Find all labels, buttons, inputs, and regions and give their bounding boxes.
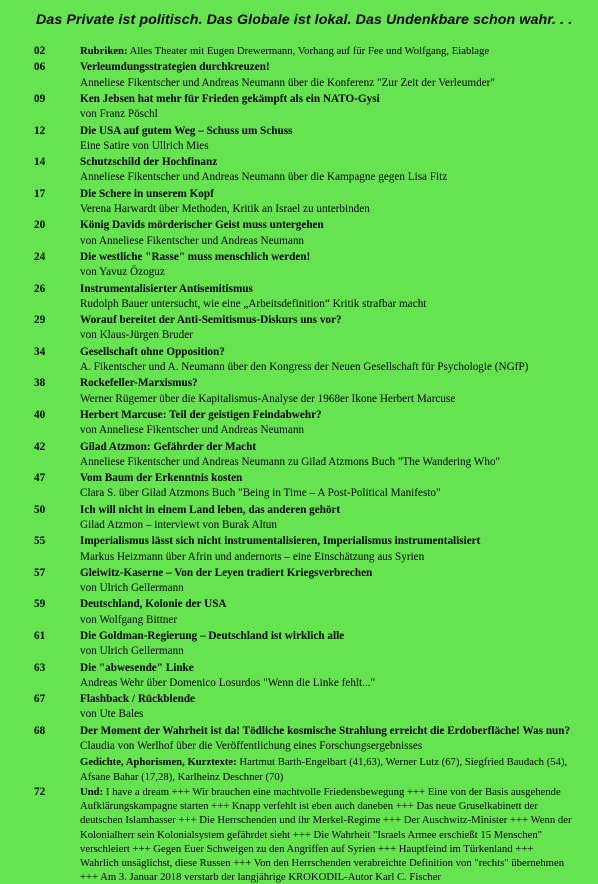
article-byline: Anneliese Fikentscher und Andreas Neumann über die Konferenz "Zur Zeit der Verleumder": [80, 76, 495, 89]
toc-entry: [34, 282, 574, 312]
article-byline: von Klaus-Jürgen Bruder: [80, 329, 193, 342]
article-title: Flashback / Rückblende: [80, 693, 196, 706]
page-number: 47: [34, 472, 46, 485]
page-number: 34: [34, 345, 46, 358]
article-title: Die "abwesende" Linke: [80, 661, 194, 674]
article-title: König Davids mörderischer Geist muss untergehen: [80, 219, 324, 232]
toc-entry: [34, 692, 574, 722]
article-title: Herbert Marcuse: Teil der geistigen Feindabwehr?: [80, 408, 322, 421]
page-number: 67: [34, 693, 46, 706]
page-number: 63: [34, 661, 46, 674]
toc-entry: [34, 345, 574, 375]
article-byline: von Anneliese Fikentscher und Andreas Neumann: [80, 234, 305, 247]
entry-body: [80, 282, 574, 312]
article-title: Die Schere in unserem Kopf: [80, 187, 214, 200]
toc-entry: [34, 503, 574, 533]
article-byline: Markus Heizmann über Afrin und andernorts – eine Einschätzung aus Syrien: [80, 550, 425, 563]
article-title: Die westliche "Rasse" muss menschlich werden!: [80, 250, 311, 263]
entry-body: [80, 124, 574, 154]
toc-entry: [34, 471, 574, 501]
toc-entry: [34, 785, 574, 884]
entry-body: [80, 440, 574, 470]
entry-body: [80, 155, 574, 185]
article-byline: von Anneliese Fikentscher und Andreas Neumann: [80, 424, 305, 437]
toc-entry: [34, 724, 574, 754]
article-byline: von Ulrich Gellermann: [80, 582, 184, 595]
toc-entry: [34, 313, 574, 343]
entry-body: [80, 755, 574, 783]
page-number: 14: [34, 156, 46, 169]
page-number: 17: [34, 187, 46, 200]
entry-body: [80, 503, 574, 533]
entry-body: [80, 376, 574, 406]
entry-label: Rubriken:: [80, 45, 128, 57]
page-number: 12: [34, 124, 46, 137]
entry-body: [80, 597, 574, 627]
page-number: 06: [34, 61, 46, 74]
entry-body: [80, 661, 574, 691]
article-title: Die Goldman-Regierung – Deutschland ist wirklich alle: [80, 630, 345, 643]
entry-body: [80, 60, 574, 90]
table-of-contents: [34, 44, 574, 884]
page-number: 26: [34, 282, 46, 295]
article-byline: von Ulrich Gellermann: [80, 645, 184, 658]
article-byline: Werner Rügemer über die Kapitalismus-Analyse der 1968er Ikone Herbert Marcuse: [80, 392, 456, 405]
entry-body: [80, 408, 574, 438]
article-byline: von Wolfgang Bittner: [80, 613, 178, 626]
page-number: 20: [34, 219, 46, 232]
toc-entry: [34, 218, 574, 248]
article-title: Schutzschild der Hochfinanz: [80, 156, 218, 169]
entry-text: Alles Theater mit Eugen Drewermann, Vorhang auf für Fee und Wolfgang, Eiablage: [127, 45, 490, 57]
toc-entry: [34, 124, 574, 154]
article-title: Vom Baum der Erkenntnis kosten: [80, 472, 243, 485]
page-number: 57: [34, 566, 46, 579]
page-number: 29: [34, 314, 46, 327]
entry-label: Gedichte, Aphorismen, Kurztexte:: [80, 756, 237, 769]
page-number: 38: [34, 377, 46, 390]
page-number: 40: [34, 408, 46, 421]
entry-body: [80, 44, 574, 58]
entry-body: [80, 724, 574, 754]
toc-entry: [34, 755, 574, 783]
article-title: Worauf bereitet der Anti-Semitismus-Diskurs uns vor?: [80, 314, 342, 327]
article-title: Gleiwitz-Kaserne – Von der Leyen tradiert Kriegsverbrechen: [80, 566, 373, 579]
inline-entry: [80, 785, 574, 884]
entry-body: [80, 566, 574, 596]
toc-entry: [34, 629, 574, 659]
article-byline: Verena Harwardt über Methoden, Kritik an Israel zu unterbinden: [80, 202, 370, 215]
article-title: Die USA auf gutem Weg – Schuss um Schuss: [80, 124, 293, 137]
toc-entry: [34, 440, 574, 470]
article-title: Gilad Atzmon: Gefährder der Macht: [80, 440, 257, 453]
page-number: 59: [34, 598, 46, 611]
article-title: Ich will nicht in einem Land leben, das anderen gehört: [80, 503, 341, 516]
toc-entry: [34, 376, 574, 406]
article-byline: von Ute Bales: [80, 708, 144, 721]
article-byline: von Franz Pöschl: [80, 108, 158, 121]
toc-entry: [34, 250, 574, 280]
page-number: 50: [34, 503, 46, 516]
article-title: Der Moment der Wahrheit ist da! Tödliche kosmische Strahlung erreicht die Erdoberfläche! Was nun?: [80, 724, 571, 737]
entry-body: [80, 534, 574, 564]
article-title: Verleumdungsstrategien durchkreuzen!: [80, 61, 270, 74]
page-number: 24: [34, 250, 46, 263]
article-title: Imperialismus lässt sich nicht instrumentalisieren, Imperialismus instrumentalisiert: [80, 535, 481, 548]
page-number: 09: [34, 92, 46, 105]
entry-label: Und:: [80, 786, 104, 799]
article-byline: Gilad Atzmon – interviewt von Burak Altun: [80, 518, 277, 531]
toc-entry: [34, 92, 574, 122]
page-number: 55: [34, 535, 46, 548]
article-title: Ken Jebsen hat mehr für Frieden gekämpft als ein NATO-Gysi: [80, 92, 380, 105]
toc-entry: [34, 661, 574, 691]
page-number: 68: [34, 724, 46, 737]
toc-entry: [34, 566, 574, 596]
entry-body: [80, 313, 574, 343]
entry-body: [80, 345, 574, 375]
toc-entry: [34, 44, 574, 59]
toc-entry: [34, 187, 574, 217]
entry-body: [80, 218, 574, 248]
entry-text: Hartmut Barth-Engelbart (41,63), Werner Lutz (67), Siegfried Baudach (54), Afsane Bahar (17,28), Karlheinz Deschner (70): [80, 756, 568, 783]
page-number: 72: [34, 786, 46, 799]
article-byline: Eine Satire von Ullrich Mies: [80, 139, 209, 152]
article-byline: Rudolph Bauer untersucht, wie eine „Arbeitsdefinition“ Kritik strafbar macht: [80, 297, 427, 310]
article-byline: Anneliese Fikentscher und Andreas Neumann zu Gilad Atzmons Buch "The Wandering Who": [80, 455, 501, 468]
toc-entry: [34, 60, 574, 90]
article-title: Gesellschaft ohne Opposition?: [80, 345, 225, 358]
inline-entry: [80, 44, 574, 58]
article-byline: Clara S. über Gilad Atzmons Buch "Being in Time – A Post-Political Manifesto": [80, 487, 441, 500]
article-byline: Anneliese Fikentscher und Andreas Neumann über die Kampagne gegen Lisa Fitz: [80, 171, 448, 184]
entry-body: [80, 250, 574, 280]
entry-body: [80, 785, 574, 884]
toc-entry: [34, 155, 574, 185]
toc-entry: [34, 534, 574, 564]
inline-entry: [80, 755, 574, 783]
article-title: Deutschland, Kolonie der USA: [80, 598, 227, 611]
entry-text: I have a dream +++ Wir brauchen eine machtvolle Friedensbewegung +++ Eine von der Basis ausgehende Aufklärungskampagne starten +++ Knapp verfehlt ist eben auch daneben +++ Das neue Gruselkabinett der deutschen Islamhasser +++ Die Herrschenden und ihr Merkel-Regime +++ Der Auschwitz-Minister +++ Wenn der Kolonialherr sein Kolonialsystem gefährdet sieht +++ Die Wahrheit "Israels Armee erschießt 15 Menschen" verschleiert +++ Gegen Euer Schweigen zu den Angriffen auf Syrien +++ Hauptfeind im Türkenland +++ Wahrlich unsäglichst, diese Russen +++ Von den Herrschenden verabreichte Definition von "rechts" übernehmen +++ Am 3. Januar 2018 verstarb der langjährige KROKODIL-Autor Karl C. Fischer: [80, 786, 572, 884]
article-byline: Claudia von Werlhof über die Veröffentlichung eines Forschungsergebnisses: [80, 740, 423, 753]
entry-body: [80, 692, 574, 722]
page-number: 42: [34, 440, 46, 453]
page-number: 61: [34, 630, 46, 643]
entry-body: [80, 629, 574, 659]
toc-entry: [34, 597, 574, 627]
entry-body: [80, 92, 574, 122]
entry-body: [80, 187, 574, 217]
entry-body: [80, 471, 574, 501]
article-byline: Andreas Wehr über Domenico Losurdos "Wenn die Linke fehlt...": [80, 676, 376, 689]
article-byline: von Yavuz Özoguz: [80, 266, 165, 279]
article-byline: A. Fikentscher und A. Neumann über den Kongress der Neuen Gesellschaft für Psychologie (NGfP): [80, 360, 529, 373]
article-title: Instrumentalisierter Antisemitismus: [80, 282, 253, 295]
page-number: 02: [34, 45, 46, 57]
page-header: Das Private ist politisch. Das Globale ist lokal. Das Undenkbare schon wahr. . .: [36, 12, 573, 28]
toc-entry: [34, 408, 574, 438]
article-title: Rockefeller-Marxismus?: [80, 377, 198, 390]
